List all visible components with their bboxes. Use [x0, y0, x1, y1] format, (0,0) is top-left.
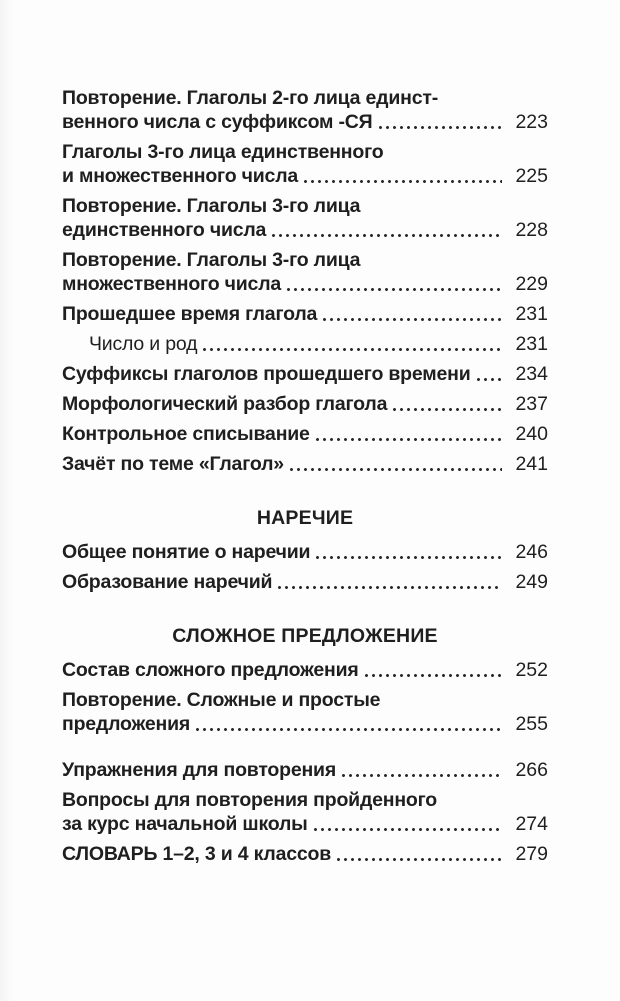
page-number: 237: [515, 393, 548, 415]
dot-leader: [270, 232, 502, 239]
page-number: 249: [515, 571, 548, 593]
entry-title: Зачёт по теме «Глагол»: [62, 453, 284, 475]
dot-leader: [194, 726, 502, 733]
dot-leader: [335, 856, 502, 863]
toc-entry: [62, 758, 548, 782]
entry-title: Упражнения для повторения: [62, 759, 337, 781]
toc-entry: [62, 248, 548, 296]
section-heading: НАРЕЧИЕ: [256, 507, 354, 529]
page-number: 223: [515, 111, 548, 133]
toc-entry-line: [62, 842, 548, 866]
toc-entry: [62, 140, 548, 188]
toc-entry-line: [62, 758, 548, 782]
toc-section: [62, 86, 548, 476]
toc-entry-line: [62, 164, 548, 188]
toc-entry-line: [62, 140, 548, 164]
entry-title: Повторение. Глаголы 2-го лица единст-: [62, 87, 439, 109]
toc-section: [62, 758, 548, 866]
entry-title: Глаголы 3-го лица единственного: [62, 141, 384, 163]
entry-title: Контрольное списывание: [62, 423, 310, 445]
dot-leader: [288, 466, 502, 473]
page-number: 279: [515, 843, 548, 865]
entry-title: венного числа с суффиксом -СЯ: [62, 111, 373, 133]
dot-leader: [475, 376, 503, 383]
page-number: 266: [515, 759, 548, 781]
table-of-contents: [62, 86, 548, 872]
dot-leader: [391, 406, 502, 413]
toc-entry-line: [62, 812, 548, 836]
toc-entry: [62, 788, 548, 836]
entry-title: Повторение. Глаголы 3-го лица: [62, 249, 361, 271]
entry-title: единственного числа: [62, 219, 267, 241]
dot-leader: [377, 124, 503, 131]
page-number: 255: [515, 713, 548, 735]
dot-leader: [321, 316, 502, 323]
entry-title: Повторение. Глаголы 3-го лица: [62, 195, 361, 217]
page-number: 241: [515, 453, 548, 475]
toc-entry: [62, 658, 548, 682]
toc-entry-line: [62, 452, 548, 476]
page-number: 240: [515, 423, 548, 445]
toc-entry: [62, 392, 548, 416]
toc-entry: [62, 422, 548, 446]
toc-entry-line: [62, 540, 548, 564]
toc-entry-line: [62, 302, 548, 326]
toc-entry: [62, 194, 548, 242]
toc-entry-line: [62, 422, 548, 446]
entry-title: Морфологический разбор глагола: [62, 393, 388, 415]
entry-title: за курс начальной школы: [62, 813, 308, 835]
toc-entry-line: [62, 688, 548, 712]
toc-entry-line: [62, 712, 548, 736]
page-number: 252: [515, 659, 548, 681]
toc-entry-line: [62, 218, 548, 242]
toc-entry-line: [62, 392, 548, 416]
dot-leader: [276, 584, 502, 591]
entry-title: Общее понятие о наречии: [62, 541, 311, 563]
entry-title: и множественного числа: [62, 165, 299, 187]
toc-entry: [62, 86, 548, 134]
entry-title: Число и род: [89, 333, 198, 355]
page-number: 228: [515, 219, 548, 241]
page-number: 234: [515, 363, 548, 385]
page-number: 231: [515, 333, 548, 355]
dot-leader: [340, 772, 502, 779]
toc-section: [62, 624, 548, 736]
entry-title: СЛОВАРЬ 1–2, 3 и 4 классов: [62, 843, 331, 865]
toc-entry-line: [89, 332, 548, 356]
dot-leader: [302, 178, 502, 185]
page-number: 229: [515, 273, 548, 295]
toc-entry-line: [62, 788, 548, 812]
dot-leader: [312, 826, 502, 833]
toc-entry: [62, 570, 548, 594]
toc-entry: [62, 362, 548, 386]
entry-title: Прошедшее время глагола: [62, 303, 318, 325]
toc-entry: [62, 842, 548, 866]
toc-section: [62, 506, 548, 594]
page-number: 274: [515, 813, 548, 835]
toc-entry-line: [62, 362, 548, 386]
toc-entry: [62, 302, 548, 326]
page-number: 231: [515, 303, 548, 325]
toc-entry-line: [62, 658, 548, 682]
page-number: 246: [515, 541, 548, 563]
toc-entry-line: [62, 272, 548, 296]
entry-title: Образование наречий: [62, 571, 273, 593]
toc-entry: [62, 452, 548, 476]
dot-leader: [314, 436, 502, 443]
entry-title: Вопросы для повторения пройденного: [62, 789, 438, 811]
toc-entry-line: [62, 248, 548, 272]
toc-entry-line: [62, 194, 548, 218]
dot-leader: [201, 346, 502, 353]
page-number: 225: [515, 165, 548, 187]
toc-entry: [62, 540, 548, 564]
entry-title: Повторение. Сложные и простые: [62, 689, 381, 711]
toc-entry-line: [62, 86, 548, 110]
toc-entry: [62, 332, 548, 356]
entry-title: предложения: [62, 713, 191, 735]
entry-title: множественного числа: [62, 273, 282, 295]
dot-leader: [285, 286, 502, 293]
dot-leader: [363, 672, 502, 679]
section-heading: СЛОЖНОЕ ПРЕДЛОЖЕНИЕ: [172, 625, 438, 647]
toc-entry-line: [62, 570, 548, 594]
dot-leader: [314, 554, 502, 561]
toc-entry: [62, 688, 548, 736]
entry-title: Состав сложного предложения: [62, 659, 359, 681]
toc-entry-line: [62, 110, 548, 134]
entry-title: Суффиксы глаголов прошедшего времени: [62, 363, 471, 385]
